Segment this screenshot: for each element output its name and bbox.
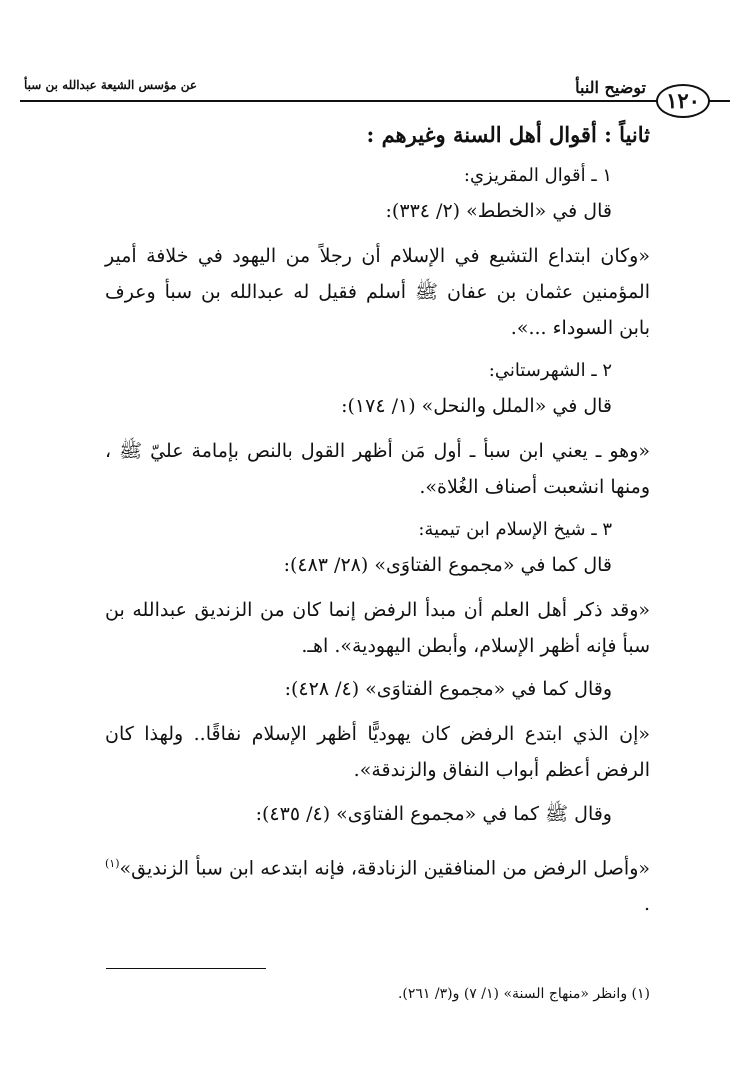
item-heading-shahrastani: ٢ ـ الشهرستاني: <box>488 360 612 381</box>
citation-fatawa-1: قال كما في «مجموع الفتاوَى» (٢٨/ ٤٨٣): <box>283 554 612 576</box>
citation-fatawa-2: وقال كما في «مجموع الفتاوَى» (٤/ ٤٢٨): <box>284 678 612 700</box>
quote-fatawa-2: «إن الذي ابتدع الرفض كان يهوديًّا أظهر الإسلام نفاقًا.. ولهذا كان الرفض أعظم أبواب النفاق والزندقة». <box>105 723 650 781</box>
quote-fatawa-1: «وقد ذكر أهل العلم أن مبدأ الرفض إنما كان من الزنديق عبدالله بن سبأ فإنه أظهر الإسلام، وأبطن اليهودية». اهـ. <box>105 599 650 657</box>
citation-fatawa-3: وقال ﷺ كما في «مجموع الفتاوَى» (٤/ ٤٣٥): <box>255 803 612 825</box>
citation-khitat: قال في «الخطط» (٢/ ٣٣٤): <box>385 200 612 222</box>
section-heading: ثانياً : أقوال أهل السنة وغيرهم : <box>366 122 650 147</box>
footnote: (١) وانظر «منهاج السنة» (١/ ٧) و(٣/ ٢٦١). <box>397 986 650 1002</box>
quote-fatawa-3 <box>105 846 650 922</box>
page-number: ١٢٠ <box>656 84 710 118</box>
footnote-rule <box>106 968 266 969</box>
item-heading-ibn-taymiyyah: ٣ ـ شيخ الإسلام ابن تيمية: <box>418 519 612 540</box>
book-subtitle: عن مؤسس الشيعة عبدالله بن سبأ <box>20 78 201 92</box>
page-body <box>105 112 650 936</box>
quote-fatawa-3-text: «وأصل الرفض من المنافقين الزنادقة، فإنه ابتدعه ابن سبأ الزنديق» <box>119 857 650 880</box>
quote-maqrizi: «وكان ابتداع التشيع في الإسلام أن رجلاً من اليهود في خلافة أمير المؤمنين عثمان بن عفان ﷺ أسلم فقيل له عبدالله بن سبأ وعرف بابن السوداء ...». <box>105 245 650 339</box>
item-heading-maqrizi: ١ ـ أقوال المقريزي: <box>463 165 612 186</box>
quote-shahrastani: «وهو ـ يعني ابن سبأ ـ أول مَن أظهر القول بالنص بإمامة عليّ ﷺ ، ومنها انشعبت أصناف الغُلاة». <box>105 440 650 498</box>
quote-fatawa-3-tail: . <box>643 893 650 916</box>
citation-milal: قال في «الملل والنحل» (١/ ١٧٤): <box>341 395 612 417</box>
book-title: توضيح النبأ <box>569 78 652 97</box>
header-rule-right <box>708 100 730 102</box>
footnote-reference[interactable]: (١) <box>105 857 120 870</box>
header-rule <box>20 100 660 102</box>
